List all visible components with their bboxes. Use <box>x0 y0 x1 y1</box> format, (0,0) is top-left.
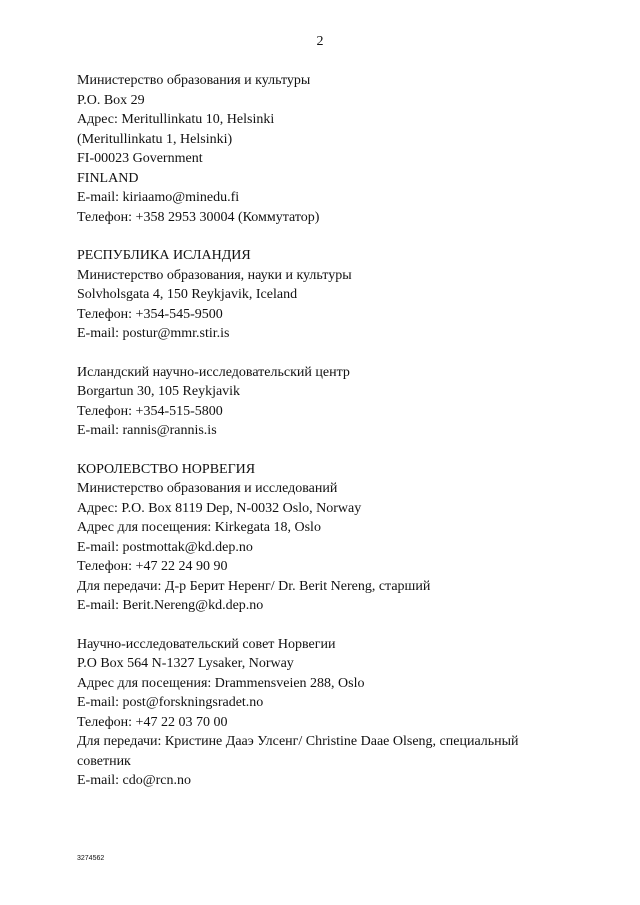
address-block-iceland-research-centre <box>77 363 577 441</box>
address-block-iceland-ministry <box>77 246 577 344</box>
email-line: E-mail: cdo@rcn.no <box>77 773 191 788</box>
text-line: Для передачи: Кристине Дааэ Улсенг/ Christine Daae Olseng, специальный <box>77 734 519 749</box>
address-block-finland-ministry <box>77 71 577 227</box>
document-body <box>77 71 577 810</box>
text-line: советник <box>77 753 131 769</box>
text-line: Адрес для посещения: Kirkegata 18, Oslo <box>77 520 321 535</box>
address-block-norway-ministry <box>77 460 577 616</box>
address-block-norway-research-council <box>77 635 577 791</box>
text-line: Solvholsgata 4, 150 Reykjavik, Iceland <box>77 287 298 302</box>
text-line: Научно-исследовательский совет Норвегии <box>77 636 336 652</box>
email-line: E-mail: kiriaamo@minedu.fi <box>77 190 240 205</box>
email-line: E-mail: postmottak@kd.dep.no <box>77 539 253 555</box>
text-line: Министерство образования, науки и культуры <box>77 267 352 283</box>
page-number: 2 <box>316 34 324 49</box>
phone-line: Телефон: +358 2953 30004 (Коммутатор) <box>77 209 320 225</box>
text-line: Адрес: P.O. Box 8119 Dep, N-0032 Oslo, Norway <box>77 500 362 516</box>
email-line: E-mail: rannis@rannis.is <box>77 423 217 438</box>
text-line: Министерство образования и исследований <box>77 481 338 496</box>
email-line: E-mail: post@forskningsradet.no <box>77 695 264 710</box>
text-line: Адрес для посещения: Drammensveien 288, Oslo <box>77 675 365 691</box>
text-line: FI-00023 Government <box>77 151 203 166</box>
text-line: Адрес: Meritullinkatu 10, Helsinki <box>77 112 275 127</box>
phone-line: Телефон: +354-545-9500 <box>77 306 223 322</box>
email-line: E-mail: Berit.Nereng@kd.dep.no <box>77 598 264 613</box>
text-line: Для передачи: Д-р Берит Неренг/ Dr. Berit Nereng, старший <box>77 578 431 594</box>
country-heading: КОРОЛЕВСТВО НОРВЕГИЯ <box>77 461 256 477</box>
phone-line: Телефон: +47 22 03 70 00 <box>77 714 228 730</box>
text-line: P.O Box 564 N-1327 Lysaker, Norway <box>77 656 294 671</box>
email-line: E-mail: postur@mmr.stir.is <box>77 326 230 341</box>
country-heading: РЕСПУБЛИКА ИСЛАНДИЯ <box>77 248 251 263</box>
phone-line: Телефон: +354-515-5800 <box>77 403 223 419</box>
text-line: FINLAND <box>77 170 139 186</box>
text-line: P.O. Box 29 <box>77 92 145 108</box>
text-line: Исландский научно-исследовательский центр <box>77 364 350 380</box>
text-line: Borgartun 30, 105 Reykjavik <box>77 384 241 399</box>
text-line: (Meritullinkatu 1, Helsinki) <box>77 131 233 147</box>
phone-line: Телефон: +47 22 24 90 90 <box>77 559 228 574</box>
document-code: 3274562 <box>77 855 105 862</box>
text-line: Министерство образования и культуры <box>77 73 311 88</box>
